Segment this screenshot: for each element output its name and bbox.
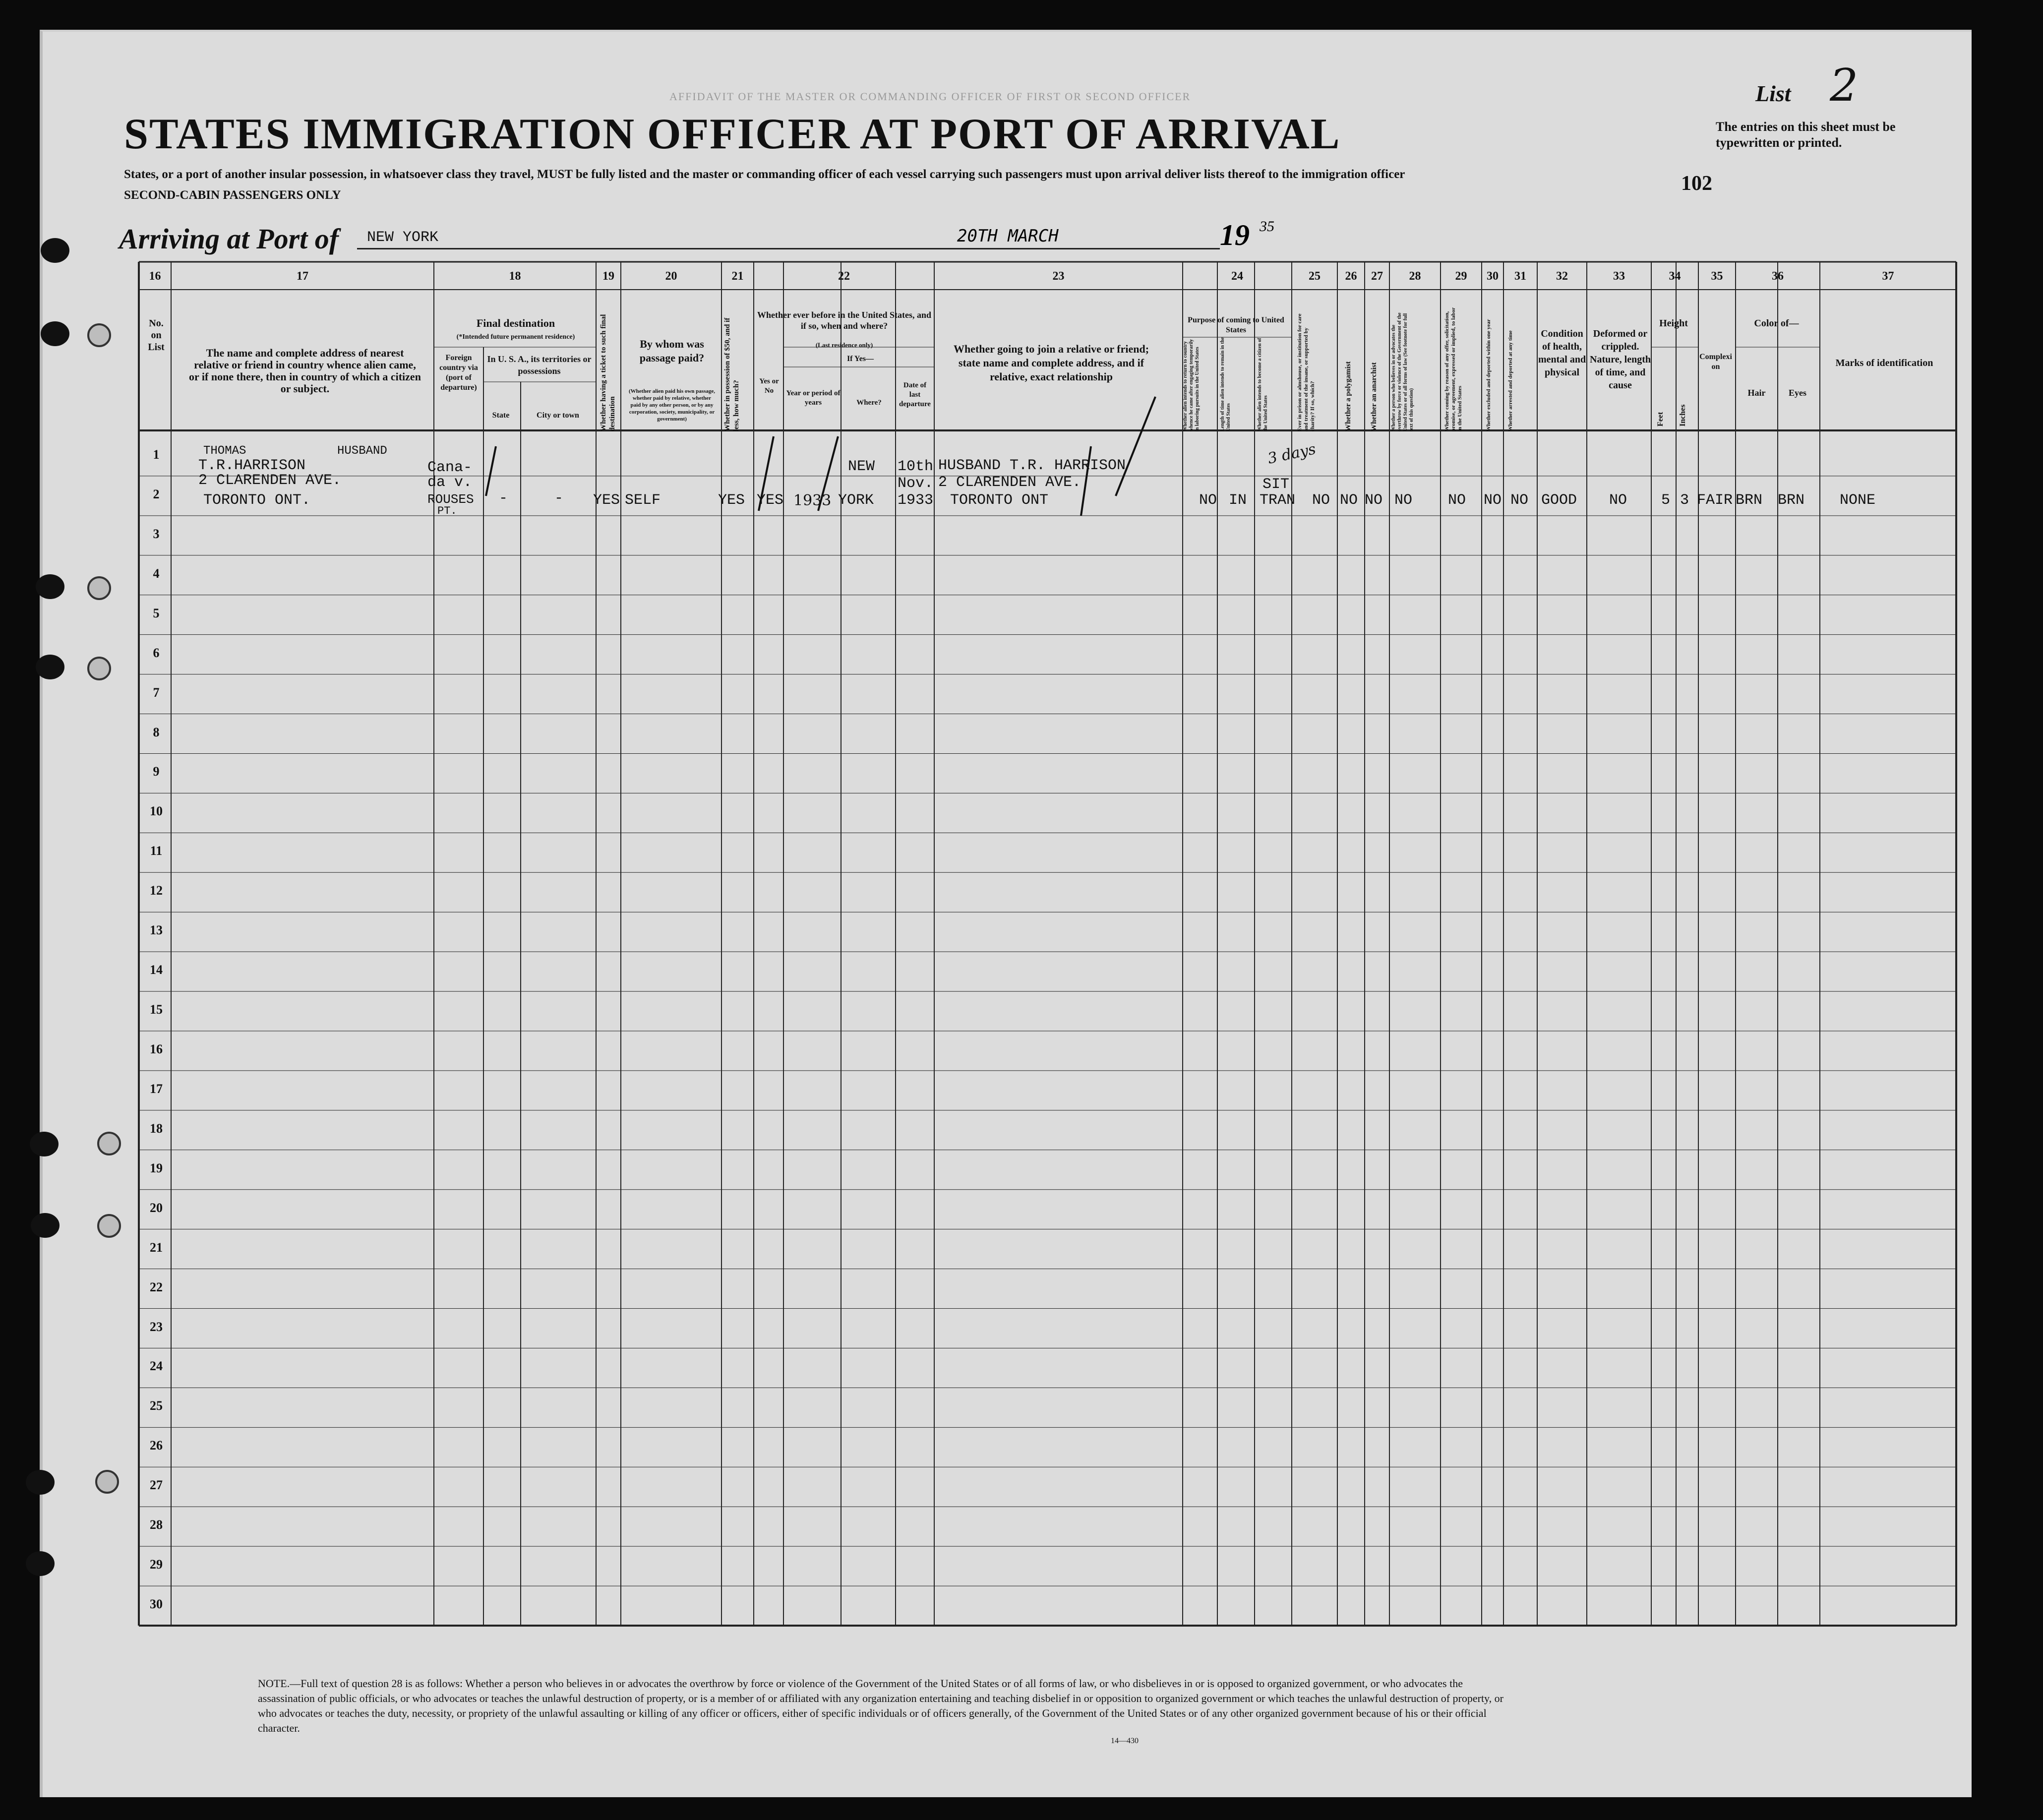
header-before-in-us: Whether ever before in the United States, and if so, when and where?	[757, 310, 931, 331]
return-intent-value: NO	[1199, 492, 1217, 509]
handwritten-days: 3 days	[1266, 440, 1318, 468]
header-prison: Ever in prison or almshouse, or institution for care and treatment of the insane, or supported by charity? If so, which?	[1297, 313, 1316, 431]
arrival-label: Arriving at Port of	[119, 223, 339, 255]
polygamist-value: NO	[1340, 492, 1358, 509]
page-title: STATES IMMIGRATION OFFICER AT PORT OF ARRIVAL	[124, 110, 1341, 158]
header-stay-length: Length of time alien intends to remain in the United States	[1220, 337, 1231, 431]
column-number: 16	[149, 270, 161, 283]
check-mark	[818, 436, 838, 511]
row-number: 3	[153, 526, 160, 541]
header-nearest-relative: The name and complete address of nearest relative or friend in country whence alien came, or if none there, then in country of which a citizen or subject.	[189, 347, 421, 395]
row-number: 28	[150, 1517, 163, 1532]
header-last-departure: Date of last departure	[899, 381, 931, 408]
column-number: 30	[1487, 270, 1499, 283]
passenger-class: SECOND-CABIN PASSENGERS ONLY	[124, 188, 341, 202]
row-number: 29	[150, 1557, 163, 1572]
transit-note-value: SIT	[1262, 476, 1290, 493]
row-number: 25	[150, 1398, 163, 1413]
before-where-line1: NEW	[848, 458, 875, 475]
header-anarchist: Whether an anarchist	[1370, 362, 1378, 431]
excluded-value: NO	[1484, 492, 1502, 509]
row-number: 19	[150, 1160, 163, 1175]
header-if-yes: If Yes—	[846, 355, 874, 363]
eyes-value: BRN	[1778, 492, 1805, 509]
header-ticket: Whether having a ticket to such final destination	[600, 314, 616, 431]
header-usa: In U. S. A., its territories or possessions	[487, 354, 592, 376]
header-passage-paid-note: (Whether alien paid his own passage, whether paid by relative, whether paid by any other person, or by any corporation, society, municipality, or government)	[629, 388, 715, 422]
header-return-intent: Whether alien intends to return to country whence he came after engaging temporarily in laboring pursuits in the United States	[1183, 339, 1200, 431]
row-number: 9	[153, 764, 160, 779]
hair-value: BRN	[1736, 492, 1763, 509]
column-number: 27	[1371, 270, 1383, 283]
before-year-value: 1933	[793, 492, 832, 509]
complexion-value: FAIR	[1697, 492, 1733, 509]
foreign-port-line2: da v.	[427, 474, 473, 491]
relative-line3: 2 CLARENDEN AVE.	[198, 472, 342, 489]
departure-line1: 10th	[898, 458, 934, 475]
column-number: 26	[1345, 270, 1357, 283]
header-yes-no: Yes or No	[759, 377, 779, 395]
row-number: 15	[150, 1002, 163, 1017]
relative-relation: HUSBAND	[337, 444, 387, 458]
paid-by-value: SELF	[625, 492, 661, 509]
year-suffix: 35	[1260, 218, 1274, 235]
deformed-value: NO	[1609, 492, 1627, 509]
check-mark	[486, 446, 496, 496]
header-labor-offer: Whether coming by reason of any offer, solicitation, promise, or agreement, expressed or implied, to labor in the United States	[1444, 307, 1463, 431]
header-state: State	[492, 411, 510, 420]
relative-line2: T.R.HARRISON	[198, 457, 306, 474]
header-final-destination: Final destination	[476, 317, 555, 329]
header-purpose: Purpose of coming to United States	[1188, 316, 1284, 334]
row-number: 21	[150, 1240, 163, 1255]
header-complexion: Complexion	[1699, 353, 1732, 371]
header-city: City or town	[537, 411, 579, 420]
header-hair: Hair	[1747, 388, 1766, 398]
header-passage-paid: By whom was passage paid?	[639, 338, 705, 364]
row-number: 7	[153, 685, 160, 700]
row-number: 2	[153, 486, 160, 501]
header-height: Height	[1659, 318, 1688, 329]
column-number: 23	[1052, 270, 1065, 283]
joining-line1: HUSBAND T.R. HARRISON	[938, 457, 1126, 474]
list-label: List	[1755, 81, 1791, 106]
column-number: 35	[1711, 270, 1723, 283]
row-number: 26	[150, 1438, 163, 1453]
row-number: 6	[153, 645, 160, 660]
header-where: Where?	[856, 399, 882, 407]
row-number: 23	[150, 1319, 163, 1334]
header-overthrow: Whether a person who believes in or advocates the overthrow by force or violence of the Government of the United States or of all forms of law (See footnote for full text of this question)	[1391, 312, 1414, 431]
feet-value: 5	[1661, 492, 1671, 509]
footnote: NOTE.—Full text of question 28 is as follows: Whether a person who believes in or advocates the overthrow by force or violence of the Government of the United States or of all forms of law, or who disbelieves in or is opposed to organized government, or who advocates the assassination of public officials, or who advocates or teaches the unlawful destruction of property, or is a member of or affiliated with any organization entertaining and teaching disbelief in or opposition to organized government or which teaches the unlawful destruction of property, or who advocates or teaches the duty, necessity, or propriety of the unlawful assaulting or killing of any officer or officers, either of specific individuals or of officers generally, of the Government of the United States or of any other organized government because of his or their official character.	[258, 1677, 1503, 1734]
row-number: 20	[150, 1200, 163, 1215]
header-final-destination-note: (*Intended future permanent residence)	[456, 333, 575, 341]
row-number: 24	[150, 1359, 163, 1374]
before-where-line2: YORK	[838, 492, 874, 509]
column-number: 28	[1409, 270, 1421, 283]
joining-line3: TORONTO ONT	[950, 492, 1049, 509]
check-mark	[1081, 446, 1091, 516]
overthrow-value: NO	[1394, 492, 1413, 509]
header-citizen-intent: Whether alien intends to become a citizen of the United States	[1257, 338, 1268, 431]
column-number: 17	[297, 270, 308, 283]
list-number: 2	[1830, 60, 1859, 112]
form-code: 14—430	[1111, 1737, 1139, 1745]
column-number: 24	[1231, 270, 1243, 283]
header-before-note: (Last residence only)	[815, 341, 873, 349]
inches-value: 3	[1680, 492, 1689, 509]
header-deported: Whether arrested and deported at any time	[1507, 330, 1513, 431]
departure-line2: Nov.	[898, 475, 934, 492]
row-number: 8	[153, 725, 160, 739]
column-number: 31	[1514, 270, 1526, 283]
anarchist-value: NO	[1365, 492, 1383, 509]
column-number: 18	[509, 270, 521, 283]
prison-value: NO	[1312, 492, 1330, 509]
header-eyes: Eyes	[1789, 388, 1806, 398]
header-deformed: Deformed or crippled. Nature, length of time, and cause	[1590, 328, 1651, 391]
foreign-port-line3: ROUSES	[427, 492, 474, 507]
header-fifty-dollars: Whether in possession of $50, and if less, how much?	[723, 317, 740, 431]
header-instructions: States, or a port of another insular possession, in whatsoever class they travel, MUST be fully listed and the master or commanding officer of each vessel carrying such passengers must upon arrival deliver lists thereof to the immigration officer	[124, 168, 1405, 181]
header-inches: Inches	[1679, 404, 1687, 426]
column-number: 21	[731, 270, 744, 283]
citizen-intent-value: TRAN	[1260, 492, 1296, 509]
column-number: 34	[1669, 270, 1681, 283]
year-prefix: 19	[1220, 219, 1250, 251]
joining-line2: 2 CLARENDEN AVE.	[938, 474, 1082, 491]
stay-length-value: IN	[1229, 492, 1247, 509]
city-value: -	[554, 490, 564, 507]
header-excluded: Whether excluded and deported within one year	[1486, 319, 1492, 431]
column-number: 20	[665, 270, 677, 283]
health-value: GOOD	[1541, 492, 1577, 509]
column-number: 37	[1882, 270, 1894, 283]
row-number: 14	[150, 963, 163, 977]
row-number: 1	[153, 447, 160, 462]
check-mark	[1116, 397, 1155, 496]
foreign-port-line4: PT.	[437, 505, 457, 517]
column-number: 32	[1556, 270, 1568, 283]
relative-line1: THOMAS	[203, 444, 246, 458]
port-name: NEW YORK	[367, 229, 439, 246]
departure-line3: 1933	[898, 492, 934, 509]
labor-offer-value: NO	[1448, 492, 1466, 509]
header-no-on-list: No. on List	[148, 318, 165, 353]
state-value: -	[499, 490, 508, 507]
ticket-value: YES	[593, 492, 620, 509]
column-number: 25	[1309, 270, 1321, 283]
header-feet: Feet	[1656, 412, 1665, 426]
row-number: 10	[150, 804, 163, 819]
fifty-dollars-value: YES	[718, 492, 745, 509]
row-number: 5	[153, 606, 160, 620]
row-number: 30	[150, 1597, 163, 1612]
check-mark	[759, 436, 774, 511]
row-number: 13	[150, 923, 163, 938]
column-number: 29	[1455, 270, 1467, 283]
sheet-number: 102	[1681, 172, 1712, 195]
header-marks: Marks of identification	[1835, 358, 1933, 368]
column-number: 19	[602, 270, 614, 283]
header-color-of: Color of—	[1754, 318, 1799, 329]
faint-bleedthrough-text: AFFIDAVIT OF THE MASTER OR COMMANDING OFFICER OF FIRST OR SECOND OFFICER	[669, 90, 1191, 103]
header-year-period: Year or period of years	[786, 389, 841, 407]
marks-value: NONE	[1840, 492, 1876, 509]
deported-value: NO	[1510, 492, 1529, 509]
column-number: 22	[838, 270, 850, 283]
entries-note: The entries on this sheet must be typewritten or printed.	[1716, 120, 1896, 150]
row-number: 4	[153, 566, 160, 581]
row-number: 27	[150, 1478, 163, 1493]
foreign-port-line1: Cana-	[427, 459, 473, 476]
header-foreign-country: Foreign country via (port of departure)	[439, 354, 478, 392]
column-number: 36	[1772, 270, 1784, 283]
relative-line4: TORONTO ONT.	[203, 492, 311, 509]
row-number: 18	[150, 1121, 163, 1136]
row-number: 22	[150, 1279, 163, 1294]
row-number: 17	[150, 1081, 163, 1096]
header-polygamist: Whether a polygamist	[1344, 361, 1352, 431]
row-number: 11	[150, 844, 163, 858]
row-number: 12	[150, 883, 163, 898]
header-health: Condition of health, mental and physical	[1538, 328, 1586, 378]
before-yes-no-value: YES	[757, 492, 784, 509]
arrival-date: 20TH MARCH	[957, 226, 1059, 246]
column-number: 33	[1613, 270, 1625, 283]
row-number: 16	[150, 1042, 163, 1056]
header-joining: Whether going to join a relative or friend; state name and complete address, and if relative, exact relationship	[953, 343, 1149, 383]
